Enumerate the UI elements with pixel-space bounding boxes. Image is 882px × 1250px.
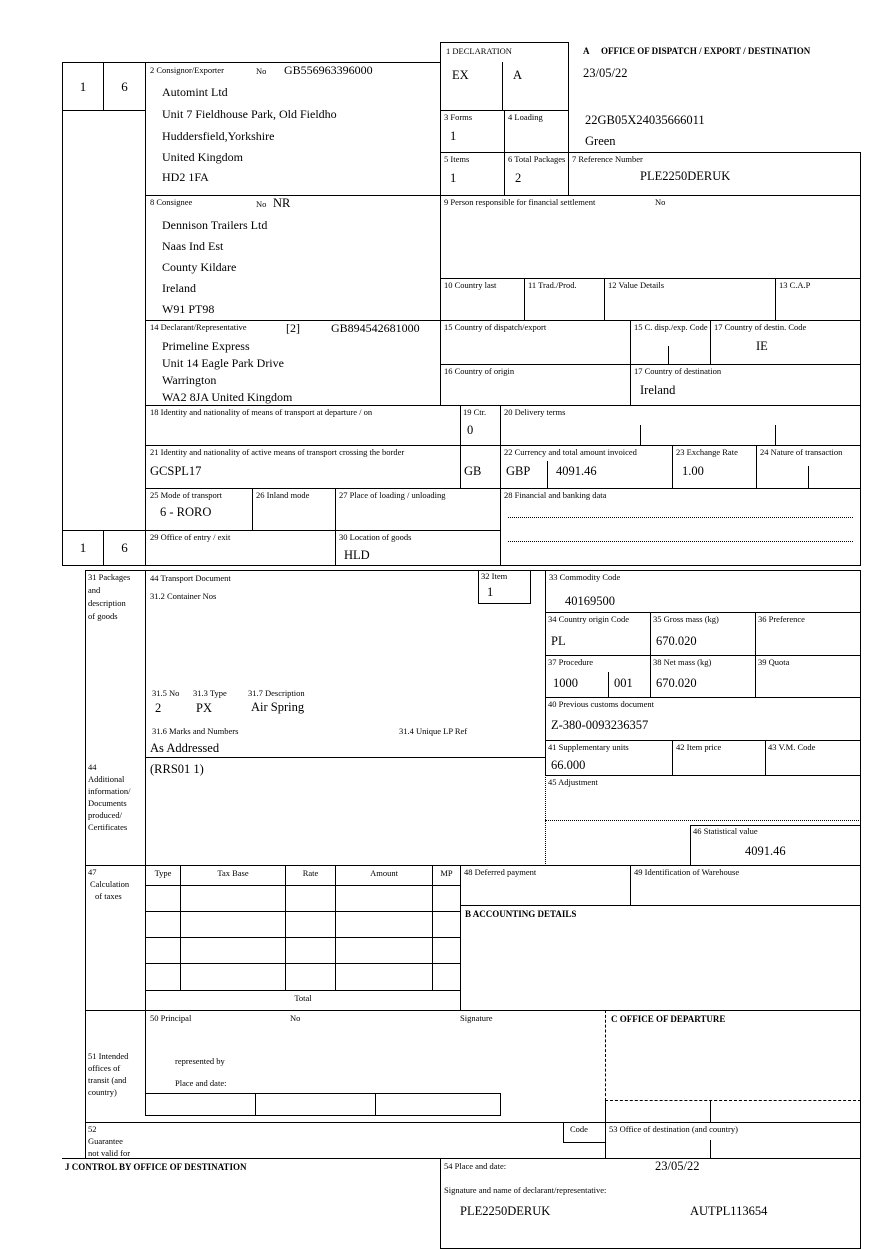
box-18-label: 18 Identity and nationality of means of transport at departure / on [150, 407, 373, 417]
box-9-no-label: No [655, 197, 666, 207]
box-20-label: 20 Delivery terms [504, 407, 566, 417]
represented-by-label: represented by [175, 1056, 225, 1066]
commodity-code-value: 40169500 [565, 594, 615, 608]
goods-description-value: Air Spring [251, 700, 305, 714]
box-6-label: 6 Total Packages [508, 154, 566, 164]
box-5-label: 5 Items [444, 154, 470, 164]
box-17a-label: 17 Country of destin. Code [714, 322, 807, 332]
box-11-label: 11 Trad./Prod. [528, 280, 577, 290]
box-25-label: 25 Mode of transport [150, 490, 223, 500]
transport-document-label: 44 Transport Document [150, 573, 231, 583]
divider [547, 461, 548, 489]
box-2-label: 2 Consignor/Exporter [150, 65, 224, 75]
section-c-title: C OFFICE OF DEPARTURE [611, 1014, 726, 1024]
divider [508, 517, 853, 518]
copy-number-bottom-right: 6 [103, 530, 146, 566]
box-24-label: 24 Nature of transaction [760, 447, 843, 457]
items-value: 1 [450, 171, 457, 185]
exchange-rate-value: 1.00 [682, 464, 704, 478]
ctr-value: 0 [467, 423, 474, 437]
section-a-title: OFFICE OF DISPATCH / EXPORT / DESTINATION [601, 46, 811, 56]
box-36-label: 36 Preference [758, 614, 805, 624]
box-53-label: 53 Office of destination (and country) [609, 1124, 738, 1134]
box-16-label: 16 Country of origin [444, 366, 515, 376]
box-40-label: 40 Previous customs document [548, 699, 655, 709]
divider [668, 346, 669, 365]
consignor-line-4: United Kingdom [162, 150, 243, 164]
box-38-label: 38 Net mass (kg) [653, 657, 712, 667]
box-43-label: 43 V.M. Code [768, 742, 816, 752]
divider [508, 541, 853, 542]
signature-name-label: Signature and name of declarant/representative: [444, 1185, 607, 1195]
copy-number-top-right: 6 [103, 62, 146, 111]
copy-column [62, 62, 146, 566]
goods-description-label: 31.7 Description [248, 688, 305, 698]
box-44-label-4: Documents [88, 798, 127, 808]
tax-total-label: Total [294, 993, 312, 1003]
box-51-label-4: country) [88, 1087, 117, 1097]
box-28-label: 28 Financial and banking data [504, 490, 607, 500]
box-3-label: 3 Forms [444, 112, 473, 122]
marks-numbers-label: 31.6 Marks and Numbers [152, 726, 239, 736]
box-42-label: 42 Item price [676, 742, 722, 752]
box-44-label-5: produced/ [88, 810, 122, 820]
copy-number-top-left: 1 [62, 62, 104, 111]
box-44-label-1: 44 [88, 762, 97, 772]
packages-no-label: 31.5 No [152, 688, 180, 698]
box-21-label: 21 Identity and nationality of active means of transport crossing the border [150, 447, 405, 457]
packages-type-label: 31.3 Type [193, 688, 227, 698]
box-44-label-2: Additional [88, 774, 125, 784]
divider [145, 885, 461, 886]
marks-numbers-value: As Addressed [150, 741, 220, 755]
destination-code-value: IE [756, 339, 768, 353]
box-1-label: 1 DECLARATION [446, 46, 512, 56]
transit-cell-3 [375, 1093, 501, 1116]
divider [640, 425, 641, 446]
mrn-number: 22GB05X24035666011 [585, 113, 705, 127]
box-52-label-3: not valid for [88, 1148, 131, 1158]
transit-cell-2 [255, 1093, 376, 1116]
declarant-code: [2] [286, 321, 300, 335]
declarant-eori: GB894542681000 [331, 321, 420, 335]
section-a-letter: A [583, 46, 590, 56]
routing-status: Green [585, 134, 616, 148]
section-j-title: J CONTROL BY OFFICE OF DESTINATION [65, 1162, 247, 1172]
box-47-label-3: of taxes [95, 891, 122, 901]
gross-mass-value: 670.020 [656, 634, 697, 648]
divider [440, 1158, 441, 1249]
box-31-label-4: of goods [88, 611, 118, 621]
box-52-label-2: Guarantee [88, 1136, 123, 1146]
dispatch-date: 23/05/22 [583, 66, 628, 80]
box-51-label-3: transit (and [88, 1075, 127, 1085]
consignor-line-3: Huddersfield,Yorkshire [162, 129, 275, 143]
box-32-label: 32 Item [481, 571, 508, 581]
box-37-label: 37 Procedure [548, 657, 594, 667]
divider [145, 570, 146, 1116]
box-8-label: 8 Consignee [150, 197, 193, 207]
box-31-label-2: and [88, 585, 101, 595]
divider [145, 757, 546, 758]
divider [335, 865, 336, 991]
declarant-line-3: Warrington [162, 373, 217, 387]
box-10-label: 10 Country last [444, 280, 497, 290]
box-49-label: 49 Identification of Warehouse [634, 867, 740, 877]
goods-location-value: HLD [344, 548, 370, 562]
consignee-line-2: Naas Ind Est [162, 239, 224, 253]
box-31-label-1: 31 Packages [88, 572, 131, 582]
consignee-line-3: County Kildare [162, 260, 237, 274]
tax-col-rate: Rate [302, 868, 319, 878]
procedure-value-1: 1000 [553, 676, 578, 690]
divider [145, 937, 461, 938]
box-34-label: 34 Country origin Code [548, 614, 629, 624]
statistical-value: 4091.46 [745, 844, 786, 858]
consignee-line-5: W91 PT98 [162, 302, 215, 316]
box-17-label: 17 Country of destination [634, 366, 722, 376]
box-14-label: 14 Declarant/Representative [150, 322, 247, 332]
box-52-label-1: 52 [88, 1124, 97, 1134]
divider [145, 911, 461, 912]
box-50-signature-label: Signature [460, 1013, 493, 1023]
tax-col-type: Type [154, 868, 172, 878]
consignor-eori: GB556963396000 [284, 63, 373, 77]
box-51-label-1: 51 Intended [88, 1051, 129, 1061]
divider [775, 425, 776, 446]
box-33-label: 33 Commodity Code [549, 572, 621, 582]
divider [710, 1100, 711, 1123]
box-8-no-label: No [256, 199, 267, 209]
divider [460, 445, 461, 489]
consignee-line-4: Ireland [162, 281, 196, 295]
currency-value: GBP [506, 464, 531, 478]
active-transport-id: GCSPL17 [150, 464, 202, 478]
consignor-line-5: HD2 1FA [162, 170, 209, 184]
forms-value: 1 [450, 129, 457, 143]
item-number-value: 1 [487, 585, 494, 599]
declaration-category: A [513, 68, 523, 82]
container-nos-label: 31.2 Container Nos [150, 591, 217, 601]
declarant-reference-value: PLE2250DERUK [460, 1204, 551, 1218]
previous-document-value: Z-380-0093236357 [551, 718, 649, 732]
box-7-label: 7 Reference Number [572, 154, 643, 164]
consignee-line-1: Dennison Trailers Ltd [162, 218, 268, 232]
box-47-label-2: Calculation [90, 879, 130, 889]
box-54-label: 54 Place and date: [444, 1161, 507, 1171]
box-44-label-6: Certificates [88, 822, 128, 832]
box-50-label: 50 Principal [150, 1013, 192, 1023]
packages-no-value: 2 [155, 701, 162, 715]
box-50-no-label: No [290, 1013, 301, 1023]
box-9-financial [440, 195, 861, 279]
box-12-label: 12 Value Details [608, 280, 665, 290]
reference-number-value: PLE2250DERUK [640, 169, 731, 183]
box-29-label: 29 Office of entry / exit [150, 532, 231, 542]
divider [710, 1140, 711, 1159]
box-2-no-label: No [256, 66, 267, 76]
destination-country-value: Ireland [640, 383, 676, 397]
declarant-line-1: Primeline Express [162, 339, 250, 353]
unique-lp-ref-label: 31.4 Unique LP Ref [399, 726, 468, 736]
tax-col-base: Tax Base [217, 868, 249, 878]
procedure-value-2: 001 [614, 676, 633, 690]
box-39-label: 39 Quota [758, 657, 790, 667]
declarant-line-2: Unit 14 Eagle Park Drive [162, 356, 284, 370]
divider [502, 62, 503, 111]
box-31-label-3: description [88, 598, 126, 608]
tax-col-amount: Amount [370, 868, 398, 878]
box-19-label: 19 Ctr. [463, 407, 487, 417]
consignee-id: NR [273, 196, 291, 210]
place-date-label: Place and date: [175, 1078, 227, 1088]
divider [180, 865, 181, 991]
box-22-label: 22 Currency and total amount invoiced [504, 447, 637, 457]
consignor-line-1: Automint Ltd [162, 85, 228, 99]
total-packages-value: 2 [515, 171, 522, 185]
divider [608, 672, 609, 698]
box-26-label: 26 Inland mode [256, 490, 310, 500]
supplementary-units-value: 66.000 [551, 758, 586, 772]
origin-code-value: PL [551, 634, 566, 648]
box-23-label: 23 Exchange Rate [676, 447, 738, 457]
box-27-label: 27 Place of loading / unloading [339, 490, 446, 500]
box-51-label-2: offices of [88, 1063, 121, 1073]
box-41-label: 41 Supplementary units [548, 742, 629, 752]
box-46-label: 46 Statistical value [693, 826, 758, 836]
transport-mode-value: 6 - RORO [160, 505, 212, 519]
box-48-label: 48 Deferred payment [464, 867, 537, 877]
box-15-label: 15 Country of dispatch/export [444, 322, 547, 332]
divider [808, 466, 809, 489]
box-44-label-3: information/ [88, 786, 131, 796]
box-47-label-1: 47 [88, 867, 97, 877]
declaration-type: EX [452, 68, 469, 82]
divider [432, 865, 433, 991]
divider [62, 1158, 861, 1159]
box-15a-label: 15 C. disp./exp. Code [634, 322, 708, 332]
box-45-label: 45 Adjustment [548, 777, 598, 787]
divider [440, 1248, 861, 1249]
tax-col-mp: MP [440, 868, 453, 878]
authorisation-value: AUTPL113654 [690, 1204, 768, 1218]
copy-number-bottom-left: 1 [62, 530, 104, 566]
additional-info-value: (RRS01 1) [150, 762, 204, 776]
packages-type-value: PX [196, 701, 212, 715]
divider [145, 963, 461, 964]
transit-cell-1 [145, 1093, 256, 1116]
box-30-label: 30 Location of goods [339, 532, 412, 542]
box-35-label: 35 Gross mass (kg) [653, 614, 719, 624]
box-9-label: 9 Person responsible for financial settlement [444, 197, 596, 207]
net-mass-value: 670.020 [656, 676, 697, 690]
declaration-date-value: 23/05/22 [655, 1159, 700, 1173]
divider [545, 820, 861, 821]
box-13-label: 13 C.A.P [779, 280, 811, 290]
guarantee-code-label: Code [570, 1124, 588, 1134]
declarant-line-4: WA2 8JA United Kingdom [162, 390, 293, 404]
divider [860, 1158, 861, 1249]
active-transport-nationality: GB [464, 464, 482, 478]
divider [145, 990, 461, 991]
invoice-amount-value: 4091.46 [556, 464, 597, 478]
box-4-label: 4 Loading [508, 112, 543, 122]
consignor-line-2: Unit 7 Fieldhouse Park, Old Fieldho [162, 107, 337, 121]
divider [285, 865, 286, 991]
divider [85, 1122, 861, 1123]
section-b-title: B ACCOUNTING DETAILS [465, 909, 577, 919]
